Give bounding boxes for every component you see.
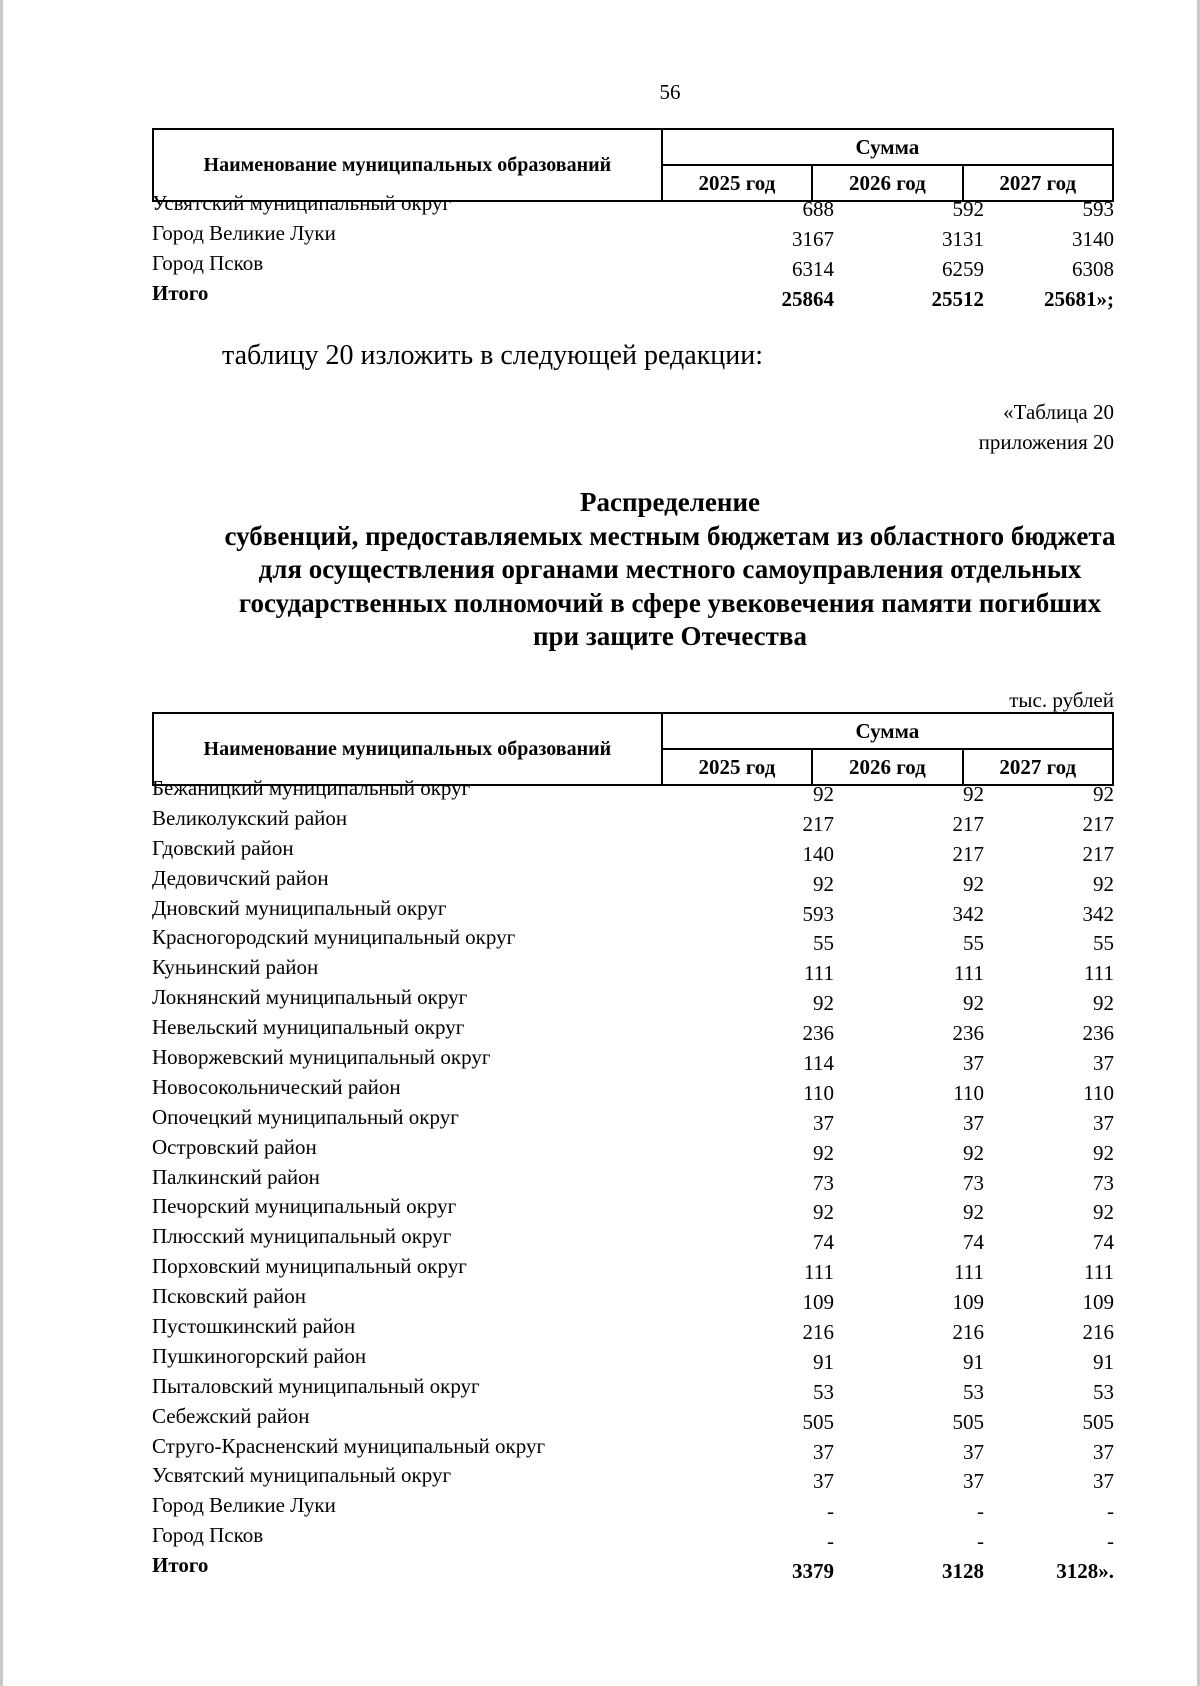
table-caption-line2: приложения 20 <box>978 430 1114 454</box>
row-name: Новоржевский муниципальный округ <box>152 1045 491 1070</box>
table-row <box>152 1344 1114 1374</box>
value-2026: 92 <box>963 1200 984 1225</box>
row-name: Бежаницкий муниципальный округ <box>152 776 471 800</box>
value-2025: 111 <box>804 1260 834 1285</box>
table-row <box>152 896 1114 926</box>
row-name: Усвятский муниципальный округ <box>152 191 452 215</box>
year-2025-header: 2025 год <box>662 749 812 785</box>
table-row <box>152 806 1114 836</box>
value-2025: 216 <box>802 1320 834 1345</box>
title-line: при защите Отечества <box>532 621 808 652</box>
value-2026: 217 <box>952 841 984 866</box>
row-name: Локнянский муниципальный округ <box>152 985 468 1010</box>
value-2025: 92 <box>813 1140 834 1165</box>
row-name: Город Великие Луки <box>152 220 336 245</box>
row-name: Печорский муниципальный округ <box>152 1194 457 1219</box>
value-2027: 217 <box>1082 841 1114 866</box>
row-name: Гдовский район <box>152 835 294 860</box>
value-2027: 92 <box>1093 991 1114 1016</box>
value-2027: 53 <box>1093 1379 1114 1404</box>
total-row <box>152 1553 1114 1583</box>
value-2027: 109 <box>1082 1290 1114 1315</box>
value-2026: 92 <box>963 782 984 806</box>
table-row <box>152 1374 1114 1404</box>
table-row <box>152 1015 1114 1045</box>
table-row <box>152 776 1114 806</box>
value-2026: 505 <box>952 1409 984 1434</box>
title-line: для осуществления органами местного самоуправления отдельных <box>258 554 1082 585</box>
row-name: Великолукский район <box>152 805 348 830</box>
year-2025-header: 2025 год <box>662 165 812 201</box>
table-row <box>152 1105 1114 1135</box>
table-row <box>152 1045 1114 1075</box>
name-column-header: Наименование муниципальных образований <box>153 129 662 201</box>
row-name: Невельский муниципальный округ <box>152 1015 465 1040</box>
row-name: Дновский муниципальный округ <box>152 895 447 920</box>
value-2025: 74 <box>813 1230 834 1255</box>
value-2026: 55 <box>963 931 984 956</box>
unit-label: тыс. рублей <box>1009 688 1114 712</box>
row-name: Островский район <box>152 1134 317 1159</box>
total-2025: 25864 <box>781 286 834 311</box>
year-2027-header: 2027 год <box>963 165 1113 201</box>
value-2025: 37 <box>813 1110 834 1135</box>
table-row <box>152 221 1114 251</box>
value-2027: 6308 <box>1072 256 1114 281</box>
value-2026: 91 <box>963 1349 984 1374</box>
value-2026: 92 <box>963 871 984 896</box>
value-2026: 217 <box>952 811 984 836</box>
sum-header: Сумма <box>662 129 1113 165</box>
row-name: Новосокольнический район <box>152 1074 401 1099</box>
title-line: субвенций, предоставляемых местным бюджетам из областного бюджета <box>224 520 1116 551</box>
row-name: Пустошкинский район <box>152 1314 356 1339</box>
value-2027: 593 <box>1082 197 1114 221</box>
value-2025: - <box>827 1529 834 1554</box>
main-table-header <box>152 712 1114 786</box>
table-row <box>152 1314 1114 1344</box>
row-name: Пыталовский муниципальный округ <box>152 1373 480 1398</box>
title-line: государственных полномочий в сфере увековечения памяти погибших <box>238 587 1102 618</box>
value-2027: 217 <box>1082 811 1114 836</box>
value-2025: 91 <box>813 1349 834 1374</box>
year-2027-header: 2027 год <box>963 749 1113 785</box>
value-2027: 37 <box>1093 1051 1114 1076</box>
row-name: Город Псков <box>152 1523 264 1548</box>
value-2027: 111 <box>1084 1260 1114 1285</box>
total-2027: 3128». <box>1056 1559 1114 1584</box>
value-2027: 37 <box>1093 1439 1114 1464</box>
value-2026: 53 <box>963 1379 984 1404</box>
year-2026-header: 2026 год <box>812 749 962 785</box>
value-2025: 6314 <box>792 256 834 281</box>
row-name: Дедовичский район <box>152 865 329 890</box>
value-2027: 92 <box>1093 871 1114 896</box>
value-2027: 3140 <box>1072 226 1114 251</box>
value-2026: 592 <box>952 197 984 221</box>
row-name: Себежский район <box>152 1403 310 1428</box>
table-row <box>152 1493 1114 1523</box>
value-2027: 236 <box>1082 1021 1114 1046</box>
value-2026: 216 <box>952 1320 984 1345</box>
value-2027: 37 <box>1093 1110 1114 1135</box>
value-2026: 109 <box>952 1290 984 1315</box>
table-row <box>152 1165 1114 1195</box>
value-2026: 37 <box>963 1110 984 1135</box>
main-table-body <box>152 776 1114 1583</box>
value-2027: 73 <box>1093 1170 1114 1195</box>
value-2026: 3131 <box>942 226 984 251</box>
value-2026: - <box>977 1499 984 1524</box>
table-row <box>152 1523 1114 1553</box>
value-2026: 74 <box>963 1230 984 1255</box>
title-line: Распределение <box>579 487 761 517</box>
value-2027: 74 <box>1093 1230 1114 1255</box>
value-2025: 53 <box>813 1379 834 1404</box>
value-2027: 92 <box>1093 1200 1114 1225</box>
value-2025: 92 <box>813 991 834 1016</box>
table-row <box>152 1254 1114 1284</box>
page-number: 56 <box>659 80 681 104</box>
value-2027: 111 <box>1084 961 1114 986</box>
row-name: Красногородский муниципальный округ <box>152 925 516 950</box>
scan-edge-left <box>0 0 3 1686</box>
row-name: Пушкиногорский район <box>152 1343 367 1368</box>
value-2025: 505 <box>802 1409 834 1434</box>
value-2027: 216 <box>1082 1320 1114 1345</box>
row-name: Порховский муниципальный округ <box>152 1254 467 1279</box>
table-row <box>152 1224 1114 1254</box>
name-column-header: Наименование муниципальных образований <box>153 713 662 785</box>
value-2025: 55 <box>813 931 834 956</box>
value-2027: 37 <box>1093 1469 1114 1494</box>
value-2027: 91 <box>1093 1349 1114 1374</box>
value-2025: 236 <box>802 1021 834 1046</box>
table-row <box>152 1463 1114 1493</box>
row-name: Город Великие Луки <box>152 1493 336 1518</box>
table-row <box>152 1075 1114 1105</box>
instruction-text: таблицу 20 изложить в следующей редакции: <box>222 340 764 371</box>
value-2025: 593 <box>802 901 834 926</box>
value-2025: 111 <box>804 961 834 986</box>
value-2026: 111 <box>954 961 984 986</box>
table-row <box>152 191 1114 221</box>
total-row <box>152 281 1114 311</box>
sum-header: Сумма <box>662 713 1113 749</box>
value-2026: 37 <box>963 1439 984 1464</box>
value-2026: 37 <box>963 1469 984 1494</box>
table-row <box>152 1194 1114 1224</box>
value-2026: 6259 <box>942 256 984 281</box>
table-row <box>152 955 1114 985</box>
value-2026: 342 <box>952 901 984 926</box>
row-name: Струго-Красненский муниципальный округ <box>152 1433 546 1458</box>
value-2025: 110 <box>803 1080 834 1105</box>
value-2026: 111 <box>954 1260 984 1285</box>
table-row <box>152 1135 1114 1165</box>
row-name: Псковский район <box>152 1284 306 1309</box>
table-row <box>152 251 1114 281</box>
value-2025: 140 <box>802 841 834 866</box>
value-2027: 110 <box>1083 1080 1114 1105</box>
value-2025: - <box>827 1499 834 1524</box>
total-2025: 3379 <box>792 1559 834 1584</box>
value-2026: 73 <box>963 1170 984 1195</box>
value-2025: 37 <box>813 1439 834 1464</box>
table-row <box>152 836 1114 866</box>
value-2027: - <box>1107 1499 1114 1524</box>
table-row <box>152 1404 1114 1434</box>
value-2025: 688 <box>802 197 834 221</box>
value-2025: 109 <box>802 1290 834 1315</box>
value-2025: 3167 <box>792 226 834 251</box>
table-row <box>152 985 1114 1015</box>
year-2026-header: 2026 год <box>812 165 962 201</box>
value-2025: 114 <box>803 1051 834 1076</box>
value-2026: 37 <box>963 1051 984 1076</box>
value-2026: 110 <box>953 1080 984 1105</box>
total-2026: 25512 <box>931 286 984 311</box>
value-2027: 342 <box>1082 901 1114 926</box>
value-2025: 92 <box>813 1200 834 1225</box>
document-title <box>0 486 1200 654</box>
row-name: Палкинский район <box>152 1164 320 1189</box>
value-2026: 92 <box>963 991 984 1016</box>
value-2026: - <box>977 1529 984 1554</box>
row-name: Куньинский район <box>152 955 319 980</box>
value-2027: 505 <box>1082 1409 1114 1434</box>
total-2026: 3128 <box>942 1559 984 1584</box>
top-table-body <box>152 191 1114 311</box>
total-label: Итого <box>152 280 209 305</box>
table-row <box>152 1434 1114 1464</box>
row-name: Город Псков <box>152 250 264 275</box>
value-2027: - <box>1107 1529 1114 1554</box>
value-2026: 236 <box>952 1021 984 1046</box>
value-2025: 217 <box>802 811 834 836</box>
row-name: Плюсский муниципальный округ <box>152 1224 452 1249</box>
total-2027: 25681»; <box>1044 286 1114 311</box>
value-2025: 92 <box>813 871 834 896</box>
value-2025: 37 <box>813 1469 834 1494</box>
value-2025: 73 <box>813 1170 834 1195</box>
row-name: Усвятский муниципальный округ <box>152 1463 452 1488</box>
value-2025: 92 <box>813 782 834 806</box>
value-2027: 92 <box>1093 1140 1114 1165</box>
table-row <box>152 866 1114 896</box>
value-2026: 92 <box>963 1140 984 1165</box>
table-row <box>152 1284 1114 1314</box>
value-2027: 92 <box>1093 782 1114 806</box>
row-name: Опочецкий муниципальный округ <box>152 1104 459 1129</box>
total-label: Итого <box>152 1553 209 1578</box>
value-2027: 55 <box>1093 931 1114 956</box>
table-caption-line1: «Таблица 20 <box>1003 400 1114 424</box>
table-row <box>152 925 1114 955</box>
